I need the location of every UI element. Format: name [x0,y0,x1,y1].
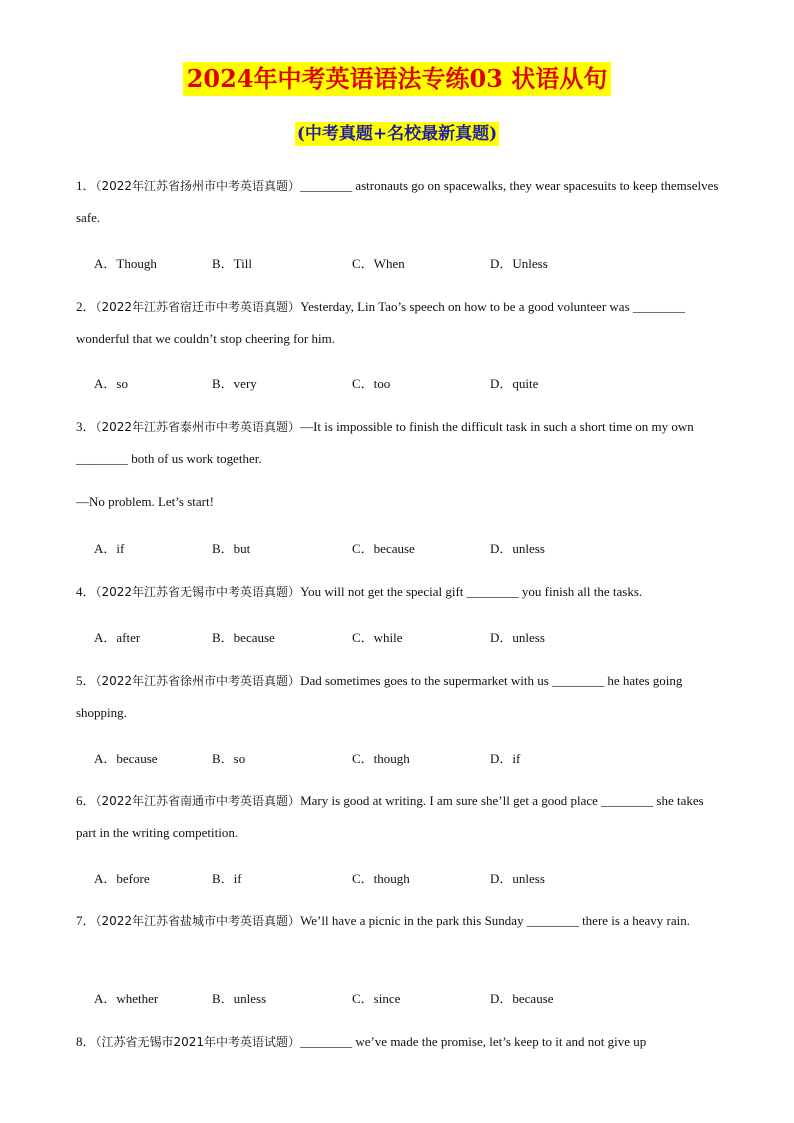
options-5 [94,748,734,768]
question-number: 7． [76,913,96,928]
option-d[interactable]: D．unless [490,541,545,556]
option-c[interactable]: C．while [352,630,403,645]
option-a[interactable]: A．if [94,541,125,556]
option-d[interactable]: D．if [490,751,521,766]
question-8 [76,1026,726,1058]
option-c[interactable]: C．because [352,541,415,556]
question-source: （2022年江苏省宿迁市中考英语真题） [95,300,301,314]
options-3 [94,538,734,558]
question-text: —It is impossible to finish the difficult task in such a short time on my own ________ both of us work together. [76,419,694,466]
option-b[interactable]: B．very [212,376,257,391]
options-7 [94,988,734,1008]
question-number: 6． [76,793,96,808]
option-d[interactable]: D．because [490,991,554,1006]
question-text: Mary is good at writing. I am sure she’ll get a good place ________ she takes part in the writing competition. [76,793,704,840]
option-d[interactable]: D．Unless [490,256,548,271]
question-source: （2022年江苏省徐州市中考英语真题） [95,674,301,688]
options-4 [94,627,734,647]
option-d[interactable]: D．unless [490,630,545,645]
option-a[interactable]: A．after [94,630,141,645]
question-source: （2022年江苏省盐城市中考英语真题） [95,914,301,928]
question-source: （2022年江苏省扬州市中考英语真题） [95,179,301,193]
title-container [0,62,794,96]
question-text: We’ll have a picnic in the park this Sunday ________ there is a heavy rain. [300,913,690,928]
option-b[interactable]: B．so [212,751,246,766]
option-a[interactable]: A．because [94,751,158,766]
question-source: （江苏省无锡市2021年中考英语试题） [95,1035,301,1049]
page-title: 2024年中考英语语法专练03 状语从句 [183,62,612,96]
option-c[interactable]: C．though [352,871,410,886]
question-text: ________ we’ve made the promise, let’s keep to it and not give up [300,1034,647,1049]
option-a[interactable]: A．Though [94,256,157,271]
option-c[interactable]: C．since [352,991,401,1006]
question-4 [76,576,726,608]
question-text: You will not get the special gift ________ you finish all the tasks. [300,584,643,599]
question-number: 1． [76,178,96,193]
question-text: Dad sometimes goes to the supermarket with us ________ he hates going shopping. [76,673,683,720]
option-b[interactable]: B．because [212,630,275,645]
question-3 [76,411,726,474]
options-6 [94,868,734,888]
question-5 [76,665,726,728]
option-a[interactable]: A．before [94,871,150,886]
question-text: Yesterday, Lin Tao’s speech on how to be a good volunteer was ________ wonderful that we couldn’t stop cheering for him. [76,299,685,346]
question-7 [76,905,726,937]
subtitle-container [0,122,794,146]
page-subtitle: (中考真题+名校最新真题) [296,124,498,144]
option-b[interactable]: B．Till [212,256,252,271]
option-b[interactable]: B．if [212,871,242,886]
question-2 [76,291,726,354]
question-number: 3． [76,419,96,434]
question-6 [76,785,726,848]
option-d[interactable]: D．unless [490,871,545,886]
question-number: 5． [76,673,96,688]
option-a[interactable]: A．so [94,376,128,391]
question-source: （2022年江苏省泰州市中考英语真题） [95,420,301,434]
options-1 [94,253,734,273]
question-1 [76,170,726,233]
option-b[interactable]: B．unless [212,991,267,1006]
options-2 [94,373,734,393]
question-source: （2022年江苏省无锡市中考英语真题） [95,585,301,599]
option-b[interactable]: B．but [212,541,251,556]
question-3-reply: —No problem. Let’s start! [76,494,214,509]
option-c[interactable]: C．too [352,376,391,391]
question-number: 4． [76,584,96,599]
question-source: （2022年江苏省南通市中考英语真题） [95,794,301,808]
option-a[interactable]: A．whether [94,991,159,1006]
option-c[interactable]: C．When [352,256,405,271]
option-d[interactable]: D．quite [490,376,539,391]
question-number: 8． [76,1034,96,1049]
question-number: 2． [76,299,96,314]
option-c[interactable]: C．though [352,751,410,766]
question-text: ________ astronauts go on spacewalks, they wear spacesuits to keep themselves safe. [76,178,719,225]
